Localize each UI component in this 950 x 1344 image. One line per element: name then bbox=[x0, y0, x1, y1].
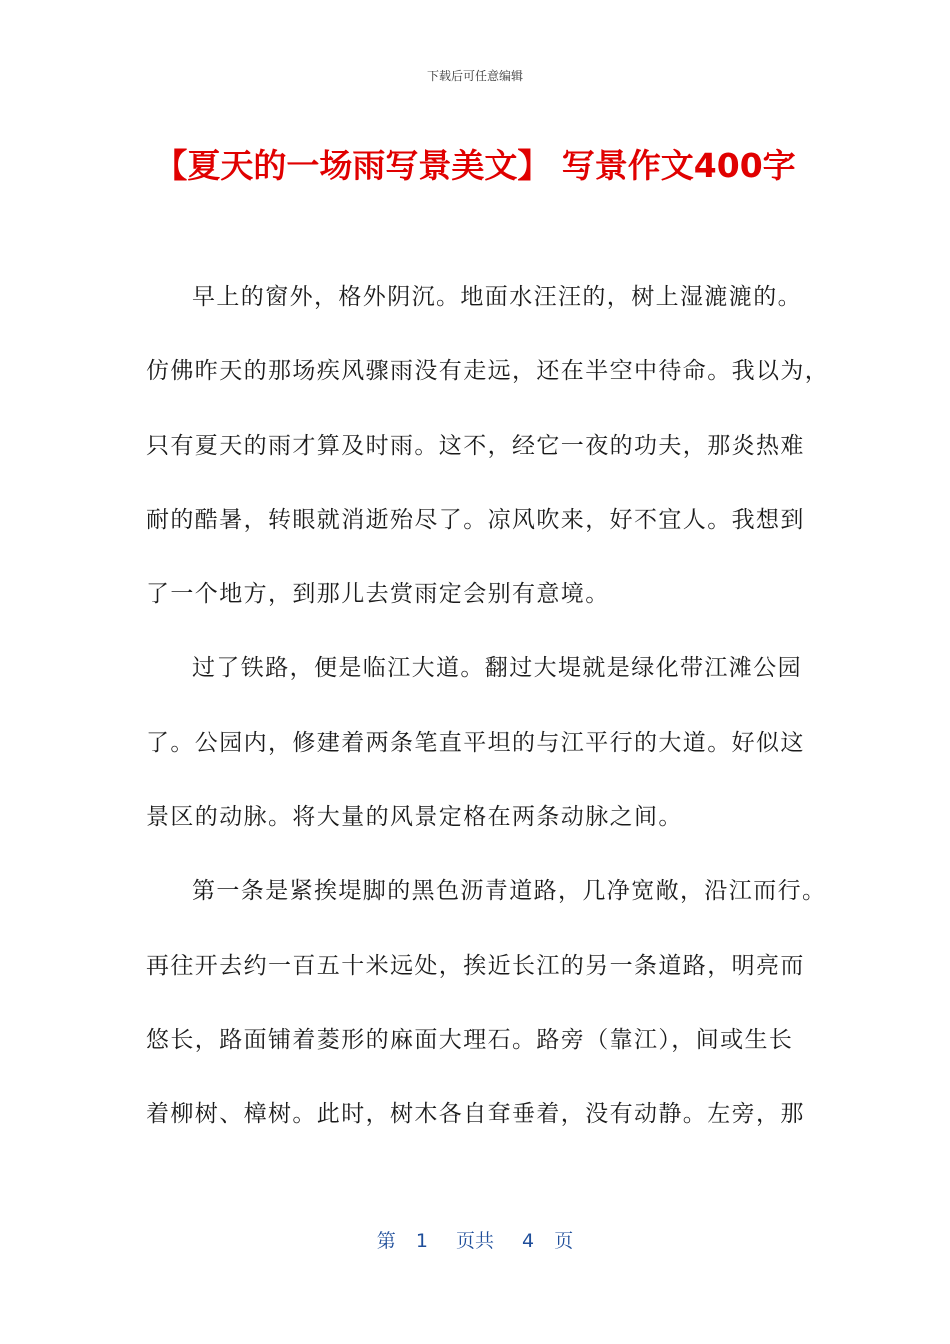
text-line: 了。公园内，修建着两条笔直平坦的与江平行的大道。好似这 bbox=[146, 729, 805, 756]
footer-page-prefix: 第 bbox=[376, 1230, 396, 1252]
text-line: 景区的动脉。将大量的风景定格在两条动脉之间。 bbox=[146, 804, 683, 831]
text-line: 过了铁路，便是临江大道。翻过大堤就是绿化带江滩公园 bbox=[192, 655, 802, 682]
text-line: 只有夏天的雨才算及时雨。这不，经它一夜的功夫，那炎热难 bbox=[146, 432, 805, 459]
text-line: 早上的窗外，格外阴沉。地面水汪汪的，树上湿漉漉的。 bbox=[192, 284, 802, 310]
footer-page-middle: 页共 bbox=[455, 1230, 494, 1252]
document-title: 【夏天的一场雨写景美文】 写景作文400字 bbox=[154, 146, 796, 185]
page-footer bbox=[0, 1226, 950, 1253]
header-note: 下载后可任意编辑 bbox=[426, 69, 523, 83]
text-line: 仿佛昨天的那场疾风骤雨没有走远，还在半空中待命。我以为， bbox=[146, 358, 830, 385]
footer-page-number: 1 bbox=[415, 1230, 428, 1252]
text-line: 了一个地方，到那儿去赏雨定会别有意境。 bbox=[146, 581, 610, 608]
text-line: 再往开去约一百五十米远处，挨近长江的另一条道路，明亮而 bbox=[146, 952, 805, 979]
document-body bbox=[146, 274, 830, 1166]
text-line: 耐的酷暑，转眼就消逝殆尽了。凉风吹来，好不宜人。我想到 bbox=[146, 506, 805, 533]
text-line: 悠长，路面铺着菱形的麻面大理石。路旁（靠江），间或生长 bbox=[146, 1026, 794, 1053]
text-line: 第一条是紧挨堤脚的黑色沥青道路，几净宽敞，沿江而行。 bbox=[192, 878, 827, 905]
footer-page-suffix: 页 bbox=[554, 1230, 574, 1252]
footer-total-pages: 4 bbox=[522, 1230, 535, 1252]
text-line: 着柳树、樟树。此时，树木各自耷垂着，没有动静。左旁，那 bbox=[146, 1101, 805, 1128]
